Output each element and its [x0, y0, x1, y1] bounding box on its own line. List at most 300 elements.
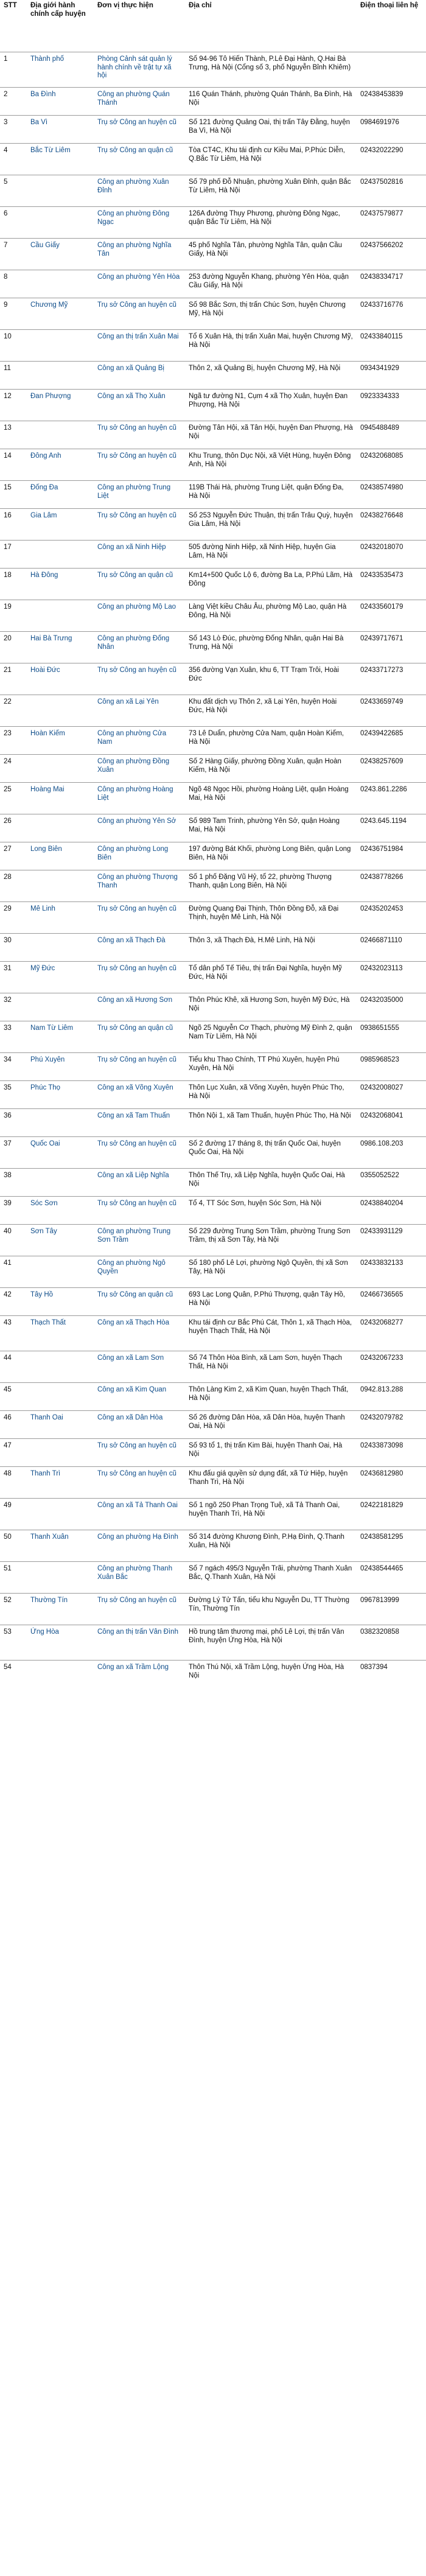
- cell-stt: 32: [0, 993, 27, 1021]
- cell-address: Khu tái định cư Bắc Phú Cát, Thôn 1, xã Thạch Hòa, huyện Thạch Thất, Hà Nội: [185, 1316, 357, 1351]
- cell-stt: 39: [0, 1197, 27, 1225]
- cell-stt: 6: [0, 207, 27, 239]
- cell-phone: 02422181829: [357, 1499, 426, 1530]
- cell-district: [27, 695, 94, 727]
- cell-address: Khu đấu giá quyền sử dụng đất, xã Tứ Hiệp, huyện Thanh Trì, Hà Nội: [185, 1467, 357, 1499]
- cell-stt: 31: [0, 962, 27, 993]
- cell-phone: 02433931129: [357, 1225, 426, 1256]
- cell-stt: 22: [0, 695, 27, 727]
- cell-district: [27, 993, 94, 1021]
- table-row: [0, 541, 426, 569]
- table-row: [0, 88, 426, 116]
- cell-stt: 28: [0, 870, 27, 902]
- cell-unit: Trụ sở Công an huyện cũ: [94, 509, 185, 541]
- cell-district: Thanh Trì: [27, 1467, 94, 1499]
- cell-stt: 29: [0, 902, 27, 934]
- cell-address: 126A đường Thụy Phương, phường Đông Ngạc, quận Bắc Từ Liêm, Hà Nội: [185, 207, 357, 239]
- cell-address: Số 7 ngách 495/3 Nguyễn Trãi, phường Thanh Xuân Bắc, Q.Thanh Xuân, Hà Nội: [185, 1562, 357, 1594]
- table-row: [0, 902, 426, 934]
- table-row: [0, 298, 426, 330]
- table-row: [0, 632, 426, 663]
- cell-district: Thạch Thất: [27, 1316, 94, 1351]
- cell-stt: 25: [0, 783, 27, 814]
- cell-district: Ba Đình: [27, 88, 94, 116]
- cell-address: Thôn Lục Xuân, xã Võng Xuyên, huyện Phúc Thọ, Hà Nội: [185, 1081, 357, 1109]
- cell-address: Số 2 Hàng Giấy, phường Đồng Xuân, quận Hoàn Kiếm, Hà Nội: [185, 755, 357, 783]
- cell-address: Thôn Phúc Khê, xã Hương Sơn, huyện Mỹ Đức, Hà Nội: [185, 993, 357, 1021]
- table-row: [0, 390, 426, 421]
- cell-district: Ba Vì: [27, 116, 94, 144]
- cell-district: Hoài Đức: [27, 663, 94, 695]
- table-row: [0, 1530, 426, 1562]
- cell-stt: 38: [0, 1169, 27, 1197]
- table-row: [0, 1467, 426, 1499]
- cell-stt: 12: [0, 390, 27, 421]
- cell-stt: 37: [0, 1137, 27, 1169]
- cell-district: [27, 541, 94, 569]
- cell-unit: Công an xã Trầm Lộng: [94, 1661, 185, 1689]
- cell-phone: 02438257609: [357, 755, 426, 783]
- cell-unit: Công an xã Ninh Hiệp: [94, 541, 185, 569]
- cell-district: Hoàng Mai: [27, 783, 94, 814]
- cell-address: Ngõ 25 Nguyễn Cơ Thạch, phường Mỹ Đình 2, quận Nam Từ Liêm, Hà Nội: [185, 1021, 357, 1053]
- cell-stt: 50: [0, 1530, 27, 1562]
- cell-district: Đông Anh: [27, 449, 94, 481]
- cell-address: Số 989 Tam Trinh, phường Yên Sở, quận Hoàng Mai, Hà Nội: [185, 814, 357, 842]
- cell-address: 119B Thái Hà, phường Trung Liệt, quận Đống Đa, Hà Nội: [185, 481, 357, 509]
- cell-phone: 02435202453: [357, 902, 426, 934]
- cell-phone: 02438276648: [357, 509, 426, 541]
- cell-address: Thôn Thú Nội, xã Trầm Lộng, huyện Ứng Hòa, Hà Nội: [185, 1661, 357, 1689]
- cell-district: [27, 1661, 94, 1689]
- cell-phone: 02433535473: [357, 569, 426, 600]
- cell-stt: 17: [0, 541, 27, 569]
- cell-address: 73 Lê Duẩn, phường Cửa Nam, quận Hoàn Kiếm, Hà Nội: [185, 727, 357, 755]
- cell-unit: Công an phường Quán Thánh: [94, 88, 185, 116]
- cell-unit: Công an xã Hương Sơn: [94, 993, 185, 1021]
- cell-phone: 02466736565: [357, 1288, 426, 1316]
- cell-district: [27, 330, 94, 362]
- cell-address: Ngã tư đường N1, Cụm 4 xã Thọ Xuân, huyện Đan Phượng, Hà Nội: [185, 390, 357, 421]
- cell-phone: 02432018070: [357, 541, 426, 569]
- cell-district: Gia Lâm: [27, 509, 94, 541]
- table-row: [0, 600, 426, 632]
- cell-district: Đan Phượng: [27, 390, 94, 421]
- cell-phone: 0243.645.1194: [357, 814, 426, 842]
- cell-stt: 33: [0, 1021, 27, 1053]
- cell-district: [27, 600, 94, 632]
- cell-phone: 0985968523: [357, 1053, 426, 1081]
- cell-district: Ứng Hòa: [27, 1625, 94, 1661]
- cell-unit: Công an phường Cửa Nam: [94, 727, 185, 755]
- cell-district: [27, 870, 94, 902]
- cell-phone: 02438574980: [357, 481, 426, 509]
- cell-phone: 02433659749: [357, 695, 426, 727]
- cell-phone: 02432068277: [357, 1316, 426, 1351]
- cell-address: Số 229 đường Trung Sơn Trầm, phường Trung Sơn Trầm, thị xã Sơn Tây, Hà Nội: [185, 1225, 357, 1256]
- cell-stt: 47: [0, 1439, 27, 1467]
- cell-stt: 42: [0, 1288, 27, 1316]
- table-row: [0, 1439, 426, 1467]
- cell-district: Mỹ Đức: [27, 962, 94, 993]
- cell-address: Số 2 đường 17 tháng 8, thị trấn Quốc Oai, huyện Quốc Oai, Hà Nội: [185, 1137, 357, 1169]
- cell-phone: 02433840115: [357, 330, 426, 362]
- cell-stt: 51: [0, 1562, 27, 1594]
- cell-phone: 02432068085: [357, 449, 426, 481]
- cell-unit: Trụ sở Công an huyện cũ: [94, 1197, 185, 1225]
- cell-phone: 02432008027: [357, 1081, 426, 1109]
- table-row: [0, 1661, 426, 1689]
- cell-unit: Công an xã Lam Sơn: [94, 1351, 185, 1383]
- cell-stt: 7: [0, 239, 27, 270]
- cell-unit: Công an xã Thạch Hòa: [94, 1316, 185, 1351]
- table-row: [0, 755, 426, 783]
- cell-stt: 27: [0, 842, 27, 870]
- cell-unit: Công an phường Long Biên: [94, 842, 185, 870]
- table-row: [0, 207, 426, 239]
- cell-unit: Công an phường Yên Hòa: [94, 270, 185, 298]
- cell-address: Khu đất dịch vụ Thôn 2, xã Lại Yên, huyện Hoài Đức, Hà Nội: [185, 695, 357, 727]
- cell-stt: 10: [0, 330, 27, 362]
- cell-phone: 0984691976: [357, 116, 426, 144]
- cell-stt: 26: [0, 814, 27, 842]
- cell-phone: 02438778266: [357, 870, 426, 902]
- cell-district: Thanh Oai: [27, 1411, 94, 1439]
- cell-address: 505 đường Ninh Hiệp, xã Ninh Hiệp, huyện Gia Lâm, Hà Nội: [185, 541, 357, 569]
- cell-district: [27, 1169, 94, 1197]
- table-row: [0, 270, 426, 298]
- cell-stt: 21: [0, 663, 27, 695]
- cell-district: Hà Đông: [27, 569, 94, 600]
- cell-address: Số 143 Lò Đúc, phường Đống Nhân, quận Hai Bà Trưng, Hà Nội: [185, 632, 357, 663]
- cell-district: Sóc Sơn: [27, 1197, 94, 1225]
- cell-district: Sơn Tây: [27, 1225, 94, 1256]
- cell-stt: 3: [0, 116, 27, 144]
- cell-address: Tòa CT4C, Khu tái định cư Kiều Mai, P.Phúc Diễn, Q.Bắc Từ Liêm, Hà Nội: [185, 144, 357, 175]
- cell-address: Số 26 đường Dân Hòa, xã Dân Hòa, huyện Thanh Oai, Hà Nội: [185, 1411, 357, 1439]
- cell-district: Phúc Thọ: [27, 1081, 94, 1109]
- cell-district: Hoàn Kiếm: [27, 727, 94, 755]
- header-address: Địa chỉ: [189, 2, 212, 9]
- cell-district: Long Biên: [27, 842, 94, 870]
- header-row: [0, 0, 426, 52]
- table-row: [0, 569, 426, 600]
- cell-address: Thôn Nội 1, xã Tam Thuấn, huyện Phúc Thọ, Hà Nội: [185, 1109, 357, 1137]
- cell-stt: 16: [0, 509, 27, 541]
- cell-address: Làng Việt kiều Châu Âu, phường Mộ Lao, quận Hà Đông, Hà Nội: [185, 600, 357, 632]
- table-row: [0, 783, 426, 814]
- cell-unit: Công an phường Hạ Đình: [94, 1530, 185, 1562]
- cell-address: Tổ 6 Xuân Hà, thị trấn Xuân Mai, huyện Chương Mỹ, Hà Nội: [185, 330, 357, 362]
- cell-address: Số 121 đường Quảng Oai, thị trấn Tây Đằng, huyện Ba Vì, Hà Nội: [185, 116, 357, 144]
- cell-unit: Công an phường Trung Liệt: [94, 481, 185, 509]
- cell-unit: Trụ sở Công an quận cũ: [94, 1021, 185, 1053]
- cell-unit: Công an phường Yên Sở: [94, 814, 185, 842]
- cell-stt: 45: [0, 1383, 27, 1411]
- cell-stt: 40: [0, 1225, 27, 1256]
- cell-district: [27, 755, 94, 783]
- table-row: [0, 1225, 426, 1256]
- cell-stt: 53: [0, 1625, 27, 1661]
- table-row: [0, 663, 426, 695]
- table-row: [0, 1316, 426, 1351]
- cell-address: Thôn 2, xã Quảng Bị, huyện Chương Mỹ, Hà Nội: [185, 362, 357, 390]
- cell-unit: Trụ sở Công an quận cũ: [94, 1288, 185, 1316]
- cell-stt: 8: [0, 270, 27, 298]
- cell-address: Đường Quang Đại Thịnh, Thôn Đồng Đỗ, xã Đại Thịnh, huyện Mê Linh, Hà Nội: [185, 902, 357, 934]
- cell-address: Số 79 phố Đỗ Nhuận, phường Xuân Đỉnh, quận Bắc Từ Liêm, Hà Nội: [185, 175, 357, 207]
- cell-stt: 30: [0, 934, 27, 962]
- table-row: [0, 962, 426, 993]
- cell-address: Thôn Làng Kim 2, xã Kim Quan, huyện Thạch Thất, Hà Nội: [185, 1383, 357, 1411]
- table-row: [0, 1499, 426, 1530]
- table-row: [0, 509, 426, 541]
- cell-phone: 02433560179: [357, 600, 426, 632]
- table-row: [0, 934, 426, 962]
- cell-phone: 02436751984: [357, 842, 426, 870]
- header-stt: STT: [4, 2, 17, 9]
- cell-district: Thanh Xuân: [27, 1530, 94, 1562]
- table-row: [0, 421, 426, 449]
- table-row: [0, 1383, 426, 1411]
- cell-address: Km14+500 Quốc Lộ 6, đường Ba La, P.Phú Lãm, Hà Đông: [185, 569, 357, 600]
- table-row: [0, 1197, 426, 1225]
- cell-address: Số 94-96 Tô Hiến Thành, P.Lê Đại Hành, Q.Hai Bà Trưng, Hà Nội (Cổng số 3, phố Nguyễn Bỉnh Khiêm): [185, 52, 357, 88]
- cell-district: [27, 1439, 94, 1467]
- table-row: [0, 993, 426, 1021]
- cell-unit: Trụ sở Công an huyện cũ: [94, 421, 185, 449]
- cell-stt: 54: [0, 1661, 27, 1689]
- cell-stt: 36: [0, 1109, 27, 1137]
- cell-stt: 20: [0, 632, 27, 663]
- cell-phone: 02432023113: [357, 962, 426, 993]
- cell-unit: Công an xã Kim Quan: [94, 1383, 185, 1411]
- table-body: [0, 52, 426, 1689]
- cell-unit: Trụ sở Công an huyện cũ: [94, 962, 185, 993]
- cell-phone: 0967813999: [357, 1594, 426, 1625]
- cell-stt: 1: [0, 52, 27, 88]
- cell-district: Mê Linh: [27, 902, 94, 934]
- cell-unit: Công an phường Mộ Lao: [94, 600, 185, 632]
- table-row: [0, 1137, 426, 1169]
- cell-unit: Trụ sở Công an quận cũ: [94, 569, 185, 600]
- cell-unit: Công an xã Thạch Đà: [94, 934, 185, 962]
- table-row: [0, 814, 426, 842]
- cell-stt: 23: [0, 727, 27, 755]
- cell-phone: 02438544465: [357, 1562, 426, 1594]
- cell-phone: 02432022290: [357, 144, 426, 175]
- cell-address: Số 1 ngõ 250 Phan Trọng Tuệ, xã Tả Thanh Oai, huyện Thanh Trì, Hà Nội: [185, 1499, 357, 1530]
- table-row: [0, 1256, 426, 1288]
- cell-phone: 02432035000: [357, 993, 426, 1021]
- table-row: [0, 727, 426, 755]
- cell-phone: 02438334717: [357, 270, 426, 298]
- cell-unit: Trụ sở Công an huyện cũ: [94, 1137, 185, 1169]
- cell-district: Tây Hồ: [27, 1288, 94, 1316]
- cell-phone: 0938651555: [357, 1021, 426, 1053]
- cell-district: [27, 207, 94, 239]
- cell-phone: 0355052522: [357, 1169, 426, 1197]
- cell-phone: 02433873098: [357, 1439, 426, 1467]
- cell-stt: 2: [0, 88, 27, 116]
- cell-phone: 02439422685: [357, 727, 426, 755]
- cell-stt: 15: [0, 481, 27, 509]
- cell-unit: Trụ sở Công an huyện cũ: [94, 902, 185, 934]
- cell-address: 253 đường Nguyễn Khang, phường Yên Hòa, quận Cầu Giấy, Hà Nội: [185, 270, 357, 298]
- cell-phone: 02437566202: [357, 239, 426, 270]
- cell-phone: 0934341929: [357, 362, 426, 390]
- table-row: [0, 239, 426, 270]
- cell-address: Tổ dân phố Tế Tiêu, thị trấn Đại Nghĩa, huyện Mỹ Đức, Hà Nội: [185, 962, 357, 993]
- cell-stt: 11: [0, 362, 27, 390]
- cell-district: [27, 421, 94, 449]
- cell-unit: Công an phường Thanh Xuân Bắc: [94, 1562, 185, 1594]
- table-row: [0, 1053, 426, 1081]
- cell-phone: 0923334333: [357, 390, 426, 421]
- table-row: [0, 1109, 426, 1137]
- cell-district: [27, 1499, 94, 1530]
- cell-stt: 5: [0, 175, 27, 207]
- cell-unit: Công an phường Đông Ngạc: [94, 207, 185, 239]
- cell-unit: Công an xã Tả Thanh Oai: [94, 1499, 185, 1530]
- table-row: [0, 1169, 426, 1197]
- header-district: Địa giới hành chính cấp huyện: [30, 2, 86, 18]
- table-row: [0, 870, 426, 902]
- cell-phone: 02437579877: [357, 207, 426, 239]
- table-row: [0, 1625, 426, 1661]
- table-row: [0, 481, 426, 509]
- cell-unit: Trụ sở Công an huyện cũ: [94, 449, 185, 481]
- table-row: [0, 1081, 426, 1109]
- cell-stt: 48: [0, 1467, 27, 1499]
- cell-stt: 43: [0, 1316, 27, 1351]
- cell-district: Cầu Giấy: [27, 239, 94, 270]
- cell-address: Hồ trung tâm thương mại, phố Lê Lợi, thị trấn Vân Đình, huyện Ứng Hòa, Hà Nội: [185, 1625, 357, 1661]
- cell-address: Số 180 phố Lê Lợi, phường Ngô Quyền, thị xã Sơn Tây, Hà Nội: [185, 1256, 357, 1288]
- cell-stt: 52: [0, 1594, 27, 1625]
- cell-district: Quốc Oai: [27, 1137, 94, 1169]
- table-row: [0, 1411, 426, 1439]
- table-row: [0, 175, 426, 207]
- cell-address: 116 Quán Thánh, phường Quán Thánh, Ba Đình, Hà Nội: [185, 88, 357, 116]
- cell-address: Thôn 3, xã Thạch Đà, H.Mê Linh, Hà Nội: [185, 934, 357, 962]
- cell-phone: 02437502816: [357, 175, 426, 207]
- table-row: [0, 116, 426, 144]
- cell-address: Số 93 tổ 1, thị trấn Kim Bài, huyện Thanh Oai, Hà Nội: [185, 1439, 357, 1467]
- cell-district: [27, 1351, 94, 1383]
- cell-address: 356 đường Vạn Xuân, khu 6, TT Trạm Trôi, Hoài Đức: [185, 663, 357, 695]
- cell-unit: Công an phường Đồng Xuân: [94, 755, 185, 783]
- cell-stt: 19: [0, 600, 27, 632]
- cell-unit: Công an phường Hoàng Liệt: [94, 783, 185, 814]
- cell-district: Nam Từ Liêm: [27, 1021, 94, 1053]
- cell-district: Chương Mỹ: [27, 298, 94, 330]
- cell-district: Hai Bà Trưng: [27, 632, 94, 663]
- cell-district: Thành phố: [27, 52, 94, 88]
- header-unit: Đơn vị thực hiện: [97, 2, 153, 9]
- cell-phone: 02433717273: [357, 663, 426, 695]
- cell-district: [27, 1109, 94, 1137]
- cell-stt: 44: [0, 1351, 27, 1383]
- cell-address: Số 98 Bắc Sơn, thị trấn Chúc Sơn, huyện Chương Mỹ, Hà Nội: [185, 298, 357, 330]
- cell-district: [27, 1256, 94, 1288]
- cell-stt: 14: [0, 449, 27, 481]
- cell-unit: Phòng Cảnh sát quản lý hành chính về trật tự xã hội: [94, 52, 185, 88]
- table-row: [0, 695, 426, 727]
- cell-address: Tổ 4, TT Sóc Sơn, huyện Sóc Sơn, Hà Nội: [185, 1197, 357, 1225]
- cell-address: 45 phố Nghĩa Tân, phường Nghĩa Tân, quận Cầu Giấy, Hà Nội: [185, 239, 357, 270]
- cell-unit: Trụ sở Công an huyện cũ: [94, 1467, 185, 1499]
- table-row: [0, 1021, 426, 1053]
- cell-unit: Công an phường Trung Sơn Trầm: [94, 1225, 185, 1256]
- cell-phone: 02433716776: [357, 298, 426, 330]
- table-row: [0, 842, 426, 870]
- cell-address: 693 Lạc Long Quân, P.Phú Thượng, quận Tây Hồ, Hà Nội: [185, 1288, 357, 1316]
- cell-phone: 02433832133: [357, 1256, 426, 1288]
- table-row: [0, 1288, 426, 1316]
- table-row: [0, 1594, 426, 1625]
- table-row: [0, 1562, 426, 1594]
- cell-address: Tiểu khu Thao Chính, TT Phú Xuyên, huyện Phú Xuyên, Hà Nội: [185, 1053, 357, 1081]
- cell-unit: Công an thị trấn Vân Đình: [94, 1625, 185, 1661]
- cell-phone: 02438840204: [357, 1197, 426, 1225]
- cell-phone: 0243.861.2286: [357, 783, 426, 814]
- cell-phone: 02438453839: [357, 88, 426, 116]
- cell-unit: Công an xã Quảng Bị: [94, 362, 185, 390]
- cell-district: [27, 1383, 94, 1411]
- header-phone: Điện thoại liên hệ: [360, 2, 419, 9]
- cell-address: Số 74 Thôn Hòa Bình, xã Lam Sơn, huyện Thạch Thất, Hà Nội: [185, 1351, 357, 1383]
- table-row: [0, 52, 426, 88]
- cell-address: Khu Trung, thôn Dục Nội, xã Việt Hùng, huyện Đông Anh, Hà Nội: [185, 449, 357, 481]
- cell-unit: Công an thị trấn Xuân Mai: [94, 330, 185, 362]
- cell-district: [27, 934, 94, 962]
- cell-phone: 02438581295: [357, 1530, 426, 1562]
- cell-address: Thôn Thế Trụ, xã Liệp Nghĩa, huyện Quốc Oai, Hà Nội: [185, 1169, 357, 1197]
- cell-district: [27, 175, 94, 207]
- table-row: [0, 449, 426, 481]
- cell-unit: Trụ sở Công an huyện cũ: [94, 1439, 185, 1467]
- cell-district: Phú Xuyên: [27, 1053, 94, 1081]
- cell-phone: 0382320858: [357, 1625, 426, 1661]
- cell-unit: Công an xã Tam Thuấn: [94, 1109, 185, 1137]
- cell-phone: 02432068041: [357, 1109, 426, 1137]
- cell-stt: 34: [0, 1053, 27, 1081]
- cell-address: Đường Lý Tử Tấn, tiểu khu Nguyễn Du, TT Thường Tín, Thường Tín: [185, 1594, 357, 1625]
- cell-district: [27, 362, 94, 390]
- cell-phone: 0837394: [357, 1661, 426, 1689]
- table-row: [0, 330, 426, 362]
- cell-address: Số 253 Nguyễn Đức Thuận, thị trấn Trâu Quỳ, huyện Gia Lâm, Hà Nội: [185, 509, 357, 541]
- cell-unit: Trụ sở Công an quận cũ: [94, 144, 185, 175]
- cell-unit: Công an phường Ngô Quyền: [94, 1256, 185, 1288]
- cell-address: Ngõ 48 Ngọc Hồi, phường Hoàng Liệt, quận Hoàng Mai, Hà Nội: [185, 783, 357, 814]
- cell-address: 197 đường Bát Khối, phường Long Biên, quận Long Biên, Hà Nội: [185, 842, 357, 870]
- cell-stt: 4: [0, 144, 27, 175]
- cell-district: Thường Tín: [27, 1594, 94, 1625]
- cell-unit: Công an phường Đống Nhân: [94, 632, 185, 663]
- cell-district: [27, 270, 94, 298]
- cell-unit: Trụ sở Công an huyện cũ: [94, 1053, 185, 1081]
- cell-unit: Trụ sở Công an huyện cũ: [94, 663, 185, 695]
- cell-unit: Công an phường Thượng Thanh: [94, 870, 185, 902]
- cell-unit: Công an xã Võng Xuyên: [94, 1081, 185, 1109]
- cell-district: [27, 1562, 94, 1594]
- cell-address: Số 1 phố Đặng Vũ Hỷ, tổ 22, phường Thượng Thanh, quận Long Biên, Hà Nội: [185, 870, 357, 902]
- cell-unit: Công an xã Liệp Nghĩa: [94, 1169, 185, 1197]
- cell-phone: 02466871110: [357, 934, 426, 962]
- cell-district: Bắc Từ Liêm: [27, 144, 94, 175]
